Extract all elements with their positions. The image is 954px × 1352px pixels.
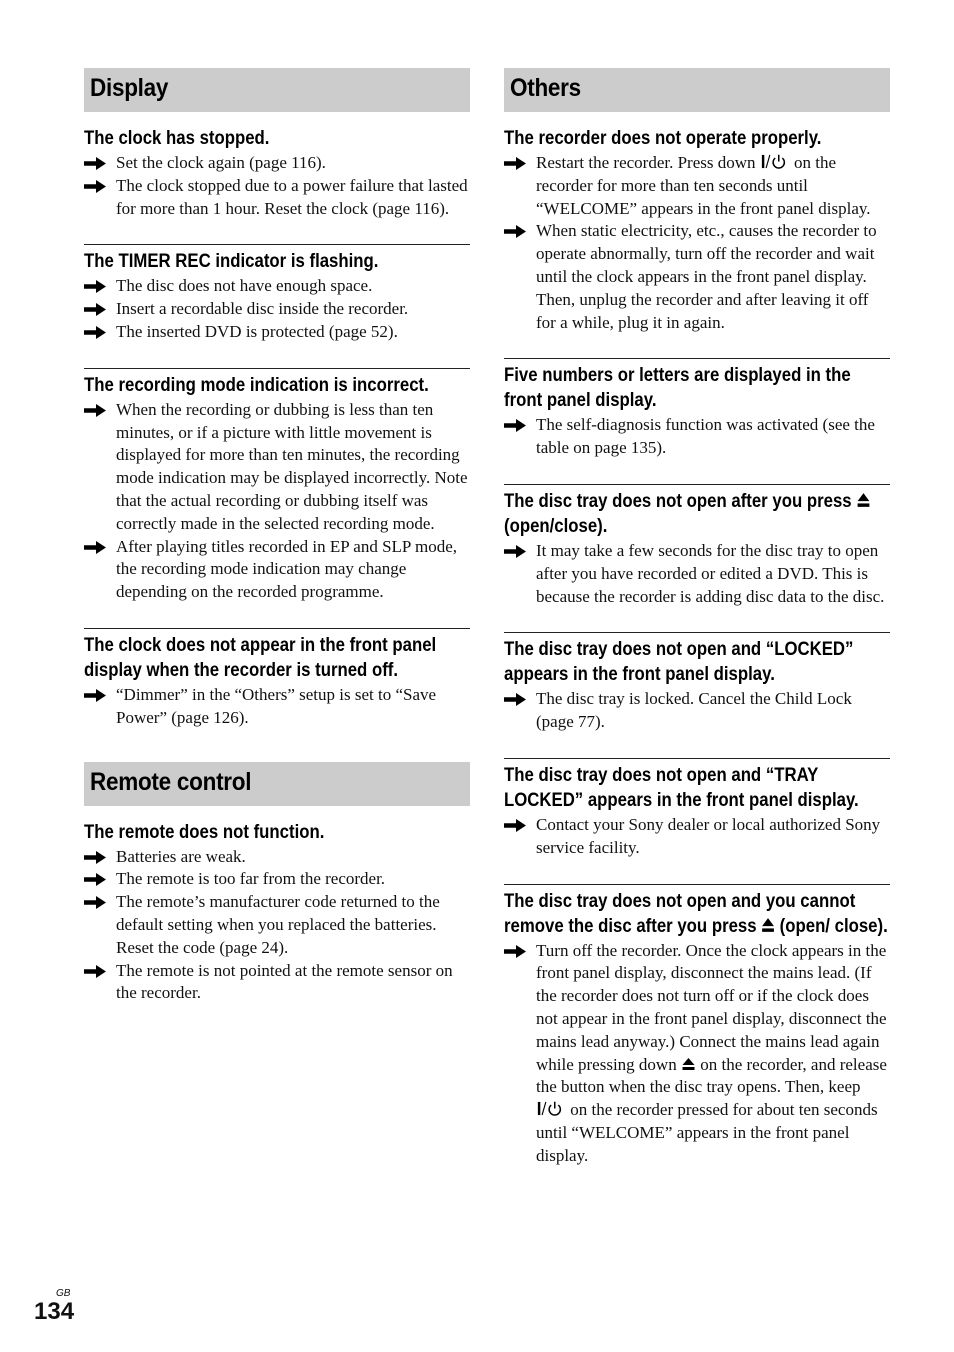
topic-title: The disc tray does not open and “TRAY LOCKED” appears in the front panel display.	[504, 763, 859, 811]
list-item: Contact your Sony dealer or local authorized Sony service facility.	[504, 814, 890, 860]
right-arrow-icon	[504, 419, 526, 432]
topic-title: The disc tray does not open after you press (open/close).	[504, 489, 889, 539]
list-item: Restart the recorder. Press down on the recorder for more than ten seconds until “WELCOME” appears in the front panel display.	[504, 152, 890, 220]
list-item: The remote is not pointed at the remote sensor on the recorder.	[84, 960, 470, 1006]
right-arrow-icon	[84, 965, 106, 978]
topic-title: The clock does not appear in the front panel display when the recorder is turned off.	[84, 633, 437, 681]
topic-recording-mode	[84, 368, 470, 604]
right-arrow-icon	[504, 693, 526, 706]
list-item: The remote’s manufacturer code returned to the default setting when you replaced the batteries. Reset the code (page 24).	[84, 891, 470, 959]
topic-clock-stopped	[84, 126, 470, 220]
list-item: The disc tray is locked. Cancel the Child Lock (page 77).	[504, 688, 890, 734]
list-item: It may take a few seconds for the disc tray to open after you have recorded or edited a DVD. This is because the recorder is adding disc data to the disc.	[504, 540, 890, 608]
section-header-others: Others	[504, 68, 890, 112]
list-item: After playing titles recorded in EP and SLP mode, the recording mode indication may change depending on the recorded programme.	[84, 536, 470, 604]
topic-title: The remote does not function.	[84, 820, 325, 843]
list-item: Insert a recordable disc inside the recorder.	[84, 298, 470, 321]
eject-icon	[681, 1057, 696, 1071]
topic-title: The disc tray does not open and you cannot remove the disc after you press (open/ close).	[504, 889, 888, 937]
list-item: The clock stopped due to a power failure that lasted for more than 1 hour. Reset the clock (page 116).	[84, 175, 470, 221]
topic-locked	[504, 632, 890, 734]
list-item: Batteries are weak.	[84, 846, 470, 869]
list-item: When static electricity, etc., causes the recorder to operate abnormally, turn off the recorder and wait until the clock appears in the front panel display. Then, unplug the recorder and after leaving it off for a while, plug it in again.	[504, 220, 890, 334]
right-arrow-icon	[84, 280, 106, 293]
topic-title: The TIMER REC indicator is flashing.	[84, 250, 379, 273]
list-item: “Dimmer” in the “Others” setup is set to “Save Power” (page 126).	[84, 684, 470, 730]
list-item: The self-diagnosis function was activated (see the table on page 135).	[504, 414, 890, 460]
right-arrow-icon	[84, 180, 106, 193]
section-header-display: Display	[84, 68, 470, 112]
right-arrow-icon	[504, 157, 526, 170]
eject-icon	[761, 917, 775, 933]
list-item: The inserted DVD is protected (page 52).	[84, 321, 470, 344]
topic-title: The disc tray does not open and “LOCKED” appears in the front panel display.	[504, 638, 854, 686]
right-arrow-icon	[84, 689, 106, 702]
right-arrow-icon	[84, 326, 106, 339]
power-standby-icon	[760, 154, 790, 169]
right-arrow-icon	[84, 873, 106, 886]
topic-timer-rec	[84, 244, 470, 343]
right-arrow-icon	[84, 896, 106, 909]
topic-tray-locked	[504, 758, 890, 860]
right-arrow-icon	[84, 541, 106, 554]
topic-five-numbers	[504, 358, 890, 460]
list-item: When the recording or dubbing is less than ten minutes, or if a picture with little movement is displayed for more than ten minutes, the recording mode indication may be displayed incorrectly. Note that the actual recording or dubbing itself was correctly made in the selected recording mode.	[84, 399, 470, 536]
right-arrow-icon	[504, 819, 526, 832]
right-arrow-icon	[84, 404, 106, 417]
list-item: The disc does not have enough space.	[84, 275, 470, 298]
region-code: GB	[56, 1288, 71, 1299]
topic-clock-not-appear	[84, 628, 470, 730]
topic-not-operate	[504, 126, 890, 334]
list-item: Set the clock again (page 116).	[84, 152, 470, 175]
topic-remote-not-function	[84, 820, 470, 1006]
power-standby-icon	[536, 1101, 566, 1116]
page-number: 134	[34, 1298, 75, 1325]
right-column	[504, 68, 890, 1168]
topic-tray-not-open	[504, 484, 890, 608]
right-arrow-icon	[504, 225, 526, 238]
topic-title: Five numbers or letters are displayed in the front panel display.	[504, 364, 851, 412]
right-arrow-icon	[84, 851, 106, 864]
topic-title: The clock has stopped.	[84, 127, 270, 149]
eject-icon	[856, 492, 870, 508]
left-column	[84, 68, 470, 1005]
topic-title: The recording mode indication is incorrect.	[84, 373, 429, 396]
right-arrow-icon	[504, 545, 526, 558]
list-item: The remote is too far from the recorder.	[84, 868, 470, 891]
list-item: Turn off the recorder. Once the clock appears in the front panel display, disconnect the mains lead. (If the recorder does not turn off or if the clock does not appear in the front panel display, disconnect the mains lead anyway.) Connect the mains lead again while pressing down on the recorder, and release the button when the disc tray opens. Then, keep on the recorder pressed for about ten seconds until “WELCOME” appears in the front panel display.	[504, 940, 890, 1168]
section-header-remote: Remote control	[84, 762, 470, 806]
right-arrow-icon	[84, 303, 106, 316]
topic-cannot-remove	[504, 884, 890, 1168]
right-arrow-icon	[84, 157, 106, 170]
right-arrow-icon	[504, 945, 526, 958]
topic-title: The recorder does not operate properly.	[504, 127, 822, 149]
